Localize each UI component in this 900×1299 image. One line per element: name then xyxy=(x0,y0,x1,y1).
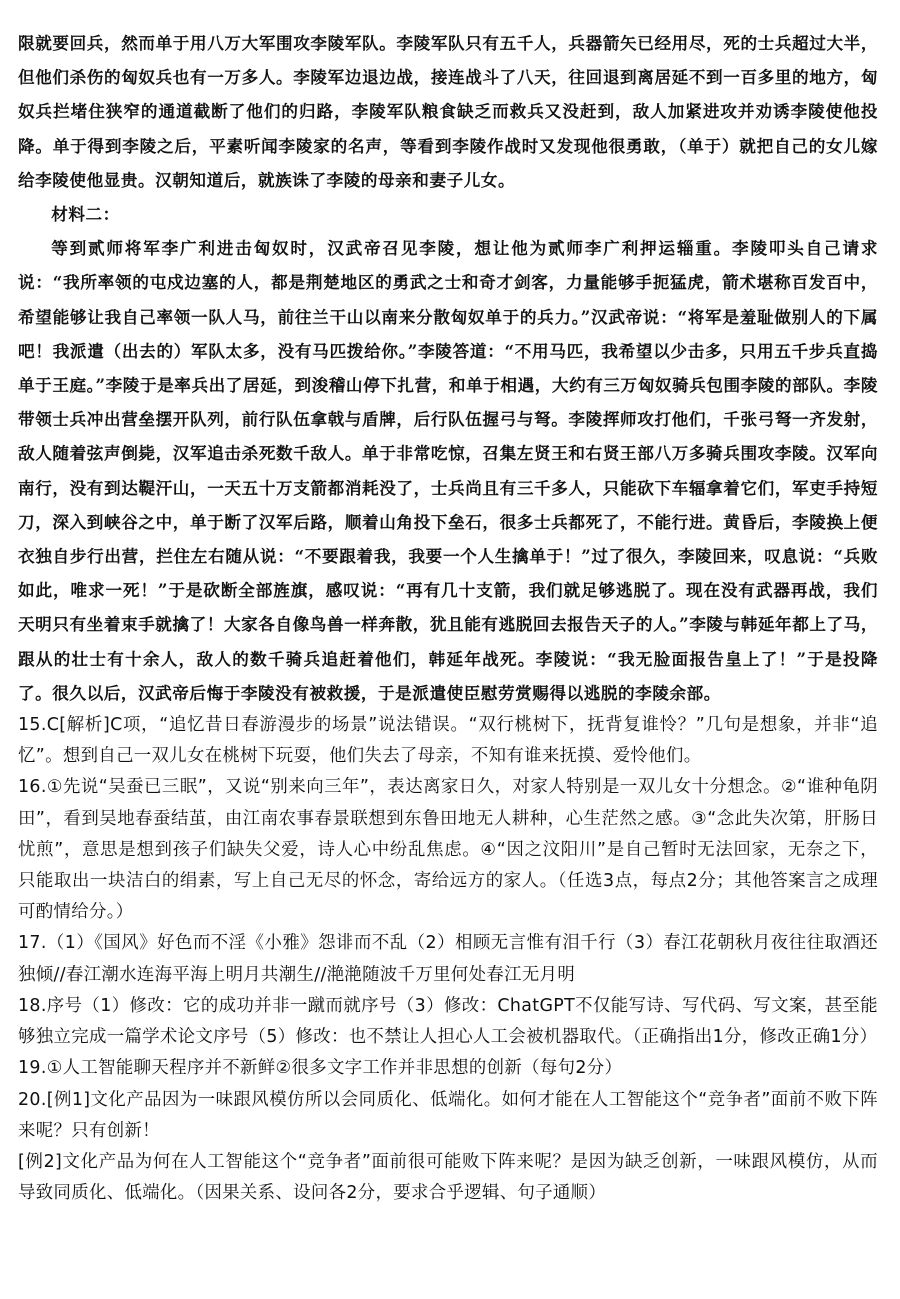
answer-20-example-1: 20.[例1]文化产品因为一味跟风模仿所以会同质化、低端化。如何才能在人工智能这个“竞争者”面前不败下阵来呢？只有创新！ xyxy=(18,1089,878,1141)
answer-16: 16.①先说“吴蚕已三眠”，又说“别来向三年”，表达离家日久，对家人特别是一双儿女十分想念。②“谁种龟阴田”，看到吴地春蚕结茧，由江南农事春景联想到东鲁田地无人耕种，心生茫然之感。③“念此失次第，肝肠日忧煎”，意思是想到孩子们缺失父爱，诗人心中纷乱焦虑。④“因之汶阳川”是自己暂时无法回家，无奈之下，只能取出一块洁白的绢素，写上自己无尽的怀念，寄给远方的家人。（任选3点，每点2分；其他答案言之成理可酌情给分。） xyxy=(18,777,878,923)
answer-15: 15.C[解析]C项，“追忆昔日春游漫步的场景”说法错误。“双行桃树下，抚背复谁怜？”几句是想象，并非“追忆”。想到自己一双儿女在桃树下玩耍，他们失去了母亲，不知有谁来抚摸、爱怜他们。 xyxy=(18,715,878,767)
material-2-heading: 材料二： xyxy=(51,204,120,225)
answer-20-example-2: [例2]文化产品为何在人工智能这个“竞争者”面前很可能败下阵来呢？是因为缺乏创新，一味跟风模仿，从而导致同质化、低端化。（因果关系、设问各2分，要求合乎逻辑、句子通顺） xyxy=(18,1151,878,1204)
translation-paragraph-1: 限就要回兵，然而单于用八万大军围攻李陵军队。李陵军队只有五千人，兵器箭矢已经用尽，死的士兵超过大半，但他们杀伤的匈奴兵也有一万多人。李陵军边退边战，接连战斗了八天，往回退到离居延不到一百多里的地方，匈奴兵拦堵住狭窄的通道截断了他们的归路，李陵军队粮食缺乏而救兵又没赶到，敌人加紧进攻并劝诱李陵使他投降。单于得到李陵之后，平素听闻李陵家的名声，等看到李陵作战时又发现他很勇敢，（单于）就把自己的女儿嫁给李陵使他显贵。汉朝知道后，就族诛了李陵的母亲和妻子儿女。 xyxy=(18,33,878,190)
translation-paragraph-2: 等到贰师将军李广利进击匈奴时，汉武帝召见李陵，想让他为贰师李广利押运辎重。李陵叩头自己请求说：“我所率领的屯戍边塞的人，都是荆楚地区的勇武之士和奇才剑客，力量能够手扼猛虎，箭术堪称百发百中，希望能够让我自己率领一队人马，前往兰干山以南来分散匈奴单于的兵力。”汉武帝说：“将军是羞耻做别人的下属吧！我派遣（出去的）军队太多，没有马匹拨给你。”李陵答道：“不用马匹，我希望以少击多，只用五千步兵直捣单于王庭。”李陵于是率兵出了居延，到浚稽山停下扎营，和单于相遇，大约有三万匈奴骑兵包围李陵的部队。李陵带领士兵冲出营垒摆开队列，前行队伍拿戟与盾牌，后行队伍握弓与弩。李陵挥师攻打他们，千张弓弩一齐发射，敌人随着弦声倒毙，汉军追击杀死数千敌人。单于非常吃惊，召集左贤王和右贤王部八万多骑兵围攻李陵。汉军向南行，没有到达鞮汗山，一天五十万支箭都消耗没了，士兵尚且有三千多人，只能砍下车辐拿着它们，军吏手持短刀，深入到峡谷之中，单于断了汉军后路，顺着山角投下垒石，很多士兵都死了，不能行进。黄昏后，李陵换上便衣独自步行出营，拦住左右随从说：“不要跟着我，我要一个人生擒单于！”过了很久，李陵回来，叹息说：“兵败如此，唯求一死！”于是砍断全部旌旗，感叹说：“再有几十支箭，我们就足够逃脱了。现在没有武器再战，我们天明只有坐着束手就擒了！大家各自像鸟兽一样奔散，犹且能有逃脱回去报告天子的人。”李陵与韩延年都上了马，跟从的壮士有十余人，敌人的数千骑兵追赶着他们，韩延年战死。李陵说：“我无脸面报告皇上了！”于是投降了。很久以后，汉武帝后悔于李陵没有被救援，于是派遣使臣慰劳赏赐得以逃脱的李陵余部。 xyxy=(18,238,878,703)
answer-19: 19.①人工智能聊天程序并不新鲜②很多文字工作并非思想的创新（每句2分） xyxy=(18,1058,623,1079)
answer-18: 18.序号（1）修改：它的成功并非一蹴而就序号（3）修改：ChatGPT不仅能写诗、写代码、写文案，甚至能够独立完成一篇学术论文序号（5）修改：也不禁让人担心人工会被机器取代。（正确指出1分，修改正确1分） xyxy=(18,995,878,1048)
answer-17: 17.（1）《国风》好色而不淫《小雅》怨诽而不乱（2）相顾无言惟有泪千行（3）春江花朝秋月夜往往取酒还独倾//春江潮水连海平海上明月共潮生//滟滟随波千万里何处春江无月明 xyxy=(18,933,878,985)
